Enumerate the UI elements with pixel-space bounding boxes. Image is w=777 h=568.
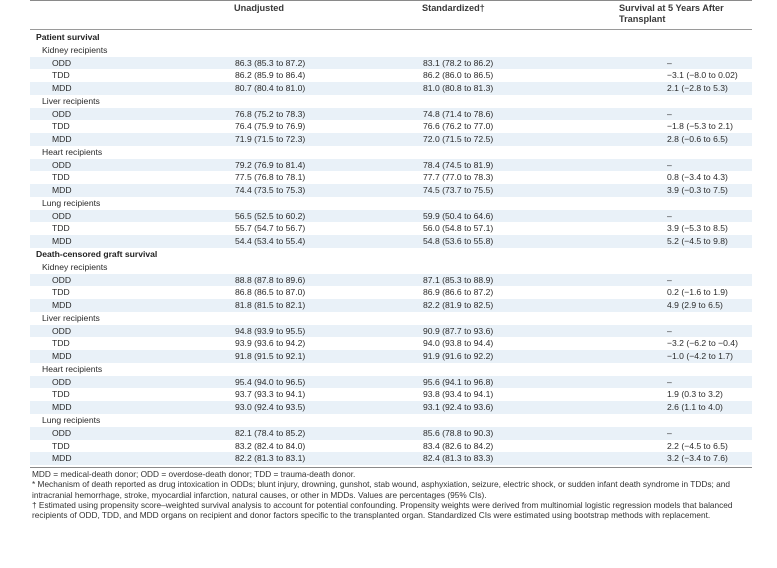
table-row (30, 171, 752, 184)
row-label: ODD (52, 274, 72, 285)
row-label: ODD (52, 108, 72, 119)
footnote-dagger: † Estimated using propensity score–weighted survival analysis to account for potential confounding. Propensity weights were derived from multinomial logistic regression models that balanced recipients of ODD, TDD, and MDD organs on recipient and donor factors specific to the transplanted organ. Standardized CIs were estimated using bootstrap methods with replacement. (32, 499, 733, 521)
standardized-cell: 74.5 (73.7 to 75.5) (423, 185, 494, 196)
row-label: TDD (52, 172, 70, 183)
unadjusted-cell: 82.2 (81.3 to 83.1) (235, 453, 306, 464)
row-label: Death-censored graft survival (36, 249, 158, 260)
standardized-cell: 72.0 (71.5 to 72.5) (423, 134, 494, 145)
unadjusted-cell: 71.9 (71.5 to 72.3) (235, 134, 306, 145)
unadjusted-cell: 83.2 (82.4 to 84.0) (235, 440, 306, 451)
standardized-cell: 82.4 (81.3 to 83.3) (423, 453, 494, 464)
row-label: TDD (52, 223, 70, 234)
row-label: TDD (52, 121, 70, 132)
row-label: Patient survival (36, 32, 100, 42)
difference-cell: – (667, 376, 672, 387)
table-row (30, 235, 752, 248)
standardized-cell: 74.8 (71.4 to 78.6) (423, 108, 494, 119)
standardized-cell: 87.1 (85.3 to 88.9) (423, 274, 494, 285)
table-row (30, 299, 752, 312)
row-label: Heart recipients (42, 363, 103, 374)
table-row (30, 108, 752, 121)
row-label: MDD (52, 185, 72, 196)
unadjusted-cell: 95.4 (94.0 to 96.5) (235, 376, 306, 387)
bottom-rule (30, 467, 752, 468)
table-row (30, 159, 752, 172)
standardized-cell: 90.9 (87.7 to 93.6) (423, 325, 494, 336)
standardized-cell: 83.1 (78.2 to 86.2) (423, 57, 494, 68)
unadjusted-cell: 74.4 (73.5 to 75.3) (235, 185, 306, 196)
row-label: MDD (52, 453, 72, 464)
difference-cell: – (667, 57, 672, 68)
difference-cell: – (667, 427, 672, 438)
table-header (30, 0, 752, 30)
unadjusted-cell: 93.9 (93.6 to 94.2) (235, 338, 306, 349)
difference-cell: – (667, 159, 672, 170)
unadjusted-cell: 54.4 (53.4 to 55.4) (235, 236, 306, 247)
standardized-cell: 78.4 (74.5 to 81.9) (423, 159, 494, 170)
row-label: TDD (52, 70, 70, 81)
table-row (30, 274, 752, 287)
standardized-cell: 54.8 (53.6 to 55.8) (423, 236, 494, 247)
header-survival-difference: Survival at 5 Years After Transplant (619, 3, 724, 24)
difference-cell: 2.6 (1.1 to 4.0) (667, 402, 723, 413)
standardized-cell: 85.6 (78.8 to 90.3) (423, 427, 494, 438)
table-row (30, 427, 752, 440)
table-row (30, 184, 752, 197)
standardized-cell: 94.0 (93.8 to 94.4) (423, 338, 494, 349)
table-notes (32, 469, 752, 520)
difference-cell: 3.9 (−0.3 to 7.5) (667, 185, 728, 196)
section-row (30, 248, 752, 261)
row-label: MDD (52, 134, 72, 145)
standardized-cell: 93.8 (93.4 to 94.1) (423, 389, 494, 400)
difference-cell: – (667, 108, 672, 119)
standardized-cell: 77.7 (77.0 to 78.3) (423, 172, 494, 183)
unadjusted-cell: 77.5 (76.8 to 78.1) (235, 172, 306, 183)
difference-cell: – (667, 274, 672, 285)
header-unadjusted: Unadjusted (234, 3, 285, 13)
difference-cell: 1.9 (0.3 to 3.2) (667, 389, 723, 400)
table-row (30, 210, 752, 223)
unadjusted-cell: 86.8 (86.5 to 87.0) (235, 287, 306, 298)
difference-cell: 2.1 (−2.8 to 5.3) (667, 83, 728, 94)
standardized-cell: 81.0 (80.8 to 81.3) (423, 83, 494, 94)
unadjusted-cell: 94.8 (93.9 to 95.5) (235, 325, 306, 336)
table-row (30, 401, 752, 414)
row-label: Liver recipients (42, 95, 100, 106)
difference-cell: −1.8 (−5.3 to 2.1) (667, 121, 733, 132)
difference-cell: – (667, 210, 672, 221)
row-label: MDD (52, 351, 72, 362)
unadjusted-cell: 55.7 (54.7 to 56.7) (235, 223, 306, 234)
unadjusted-cell: 76.8 (75.2 to 78.3) (235, 108, 306, 119)
group-row (30, 44, 752, 57)
standardized-cell: 59.9 (50.4 to 64.6) (423, 210, 494, 221)
standardized-cell: 93.1 (92.4 to 93.6) (423, 402, 494, 413)
difference-cell: 5.2 (−4.5 to 9.8) (667, 236, 728, 247)
unadjusted-cell: 81.8 (81.5 to 82.1) (235, 300, 306, 311)
group-row (30, 363, 752, 376)
difference-cell: 3.2 (−3.4 to 7.6) (667, 453, 728, 464)
row-label: ODD (52, 427, 72, 438)
standardized-cell: 86.2 (86.0 to 86.5) (423, 70, 494, 81)
difference-cell: 2.8 (−0.6 to 6.5) (667, 134, 728, 145)
row-label: ODD (52, 325, 72, 336)
row-label: TDD (52, 287, 70, 298)
row-label: TDD (52, 440, 70, 451)
standardized-cell: 56.0 (54.8 to 57.1) (423, 223, 494, 234)
unadjusted-cell: 76.4 (75.9 to 76.9) (235, 121, 306, 132)
row-label: ODD (52, 159, 72, 170)
group-row (30, 197, 752, 210)
row-label: Liver recipients (42, 312, 100, 323)
table-row (30, 133, 752, 146)
row-label: MDD (52, 83, 72, 94)
standardized-cell: 76.6 (76.2 to 77.0) (423, 121, 494, 132)
group-row (30, 414, 752, 427)
table-row (30, 82, 752, 95)
unadjusted-cell: 88.8 (87.8 to 89.6) (235, 274, 306, 285)
unadjusted-cell: 93.0 (92.4 to 93.5) (235, 402, 306, 413)
unadjusted-cell: 91.8 (91.5 to 92.1) (235, 351, 306, 362)
section-row (30, 31, 752, 44)
table-row (30, 376, 752, 389)
difference-cell: 0.8 (−3.4 to 4.3) (667, 172, 728, 183)
table-row (30, 440, 752, 453)
row-label: ODD (52, 57, 72, 68)
table-row (30, 337, 752, 350)
difference-cell: 0.2 (−1.6 to 1.9) (667, 287, 728, 298)
difference-cell: −3.1 (−8.0 to 0.02) (667, 70, 738, 81)
standardized-cell: 83.4 (82.6 to 84.2) (423, 440, 494, 451)
difference-cell: −3.2 (−6.2 to −0.4) (667, 338, 738, 349)
table-row (30, 350, 752, 363)
difference-cell: 4.9 (2.9 to 6.5) (667, 300, 723, 311)
difference-cell: – (667, 325, 672, 336)
abbreviations-note: MDD = medical-death donor; ODD = overdose-death donor; TDD = trauma-death donor. (32, 469, 356, 479)
table-row (30, 286, 752, 299)
row-label: Kidney recipients (42, 261, 108, 272)
header-standardized: Standardized† (422, 3, 485, 13)
table-body (30, 31, 752, 465)
table-row (30, 222, 752, 235)
unadjusted-cell: 79.2 (76.9 to 81.4) (235, 159, 306, 170)
row-label: Lung recipients (42, 197, 101, 208)
row-label: TDD (52, 389, 70, 400)
standardized-cell: 82.2 (81.9 to 82.5) (423, 300, 494, 311)
unadjusted-cell: 82.1 (78.4 to 85.2) (235, 427, 306, 438)
table-row (30, 452, 752, 465)
header-rule (30, 29, 752, 30)
row-label: ODD (52, 376, 72, 387)
row-label: ODD (52, 210, 72, 221)
group-row (30, 95, 752, 108)
group-row (30, 146, 752, 159)
row-label: MDD (52, 402, 72, 413)
table-row (30, 57, 752, 70)
difference-cell: 3.9 (−5.3 to 8.5) (667, 223, 728, 234)
row-label: MDD (52, 236, 72, 247)
row-label: Kidney recipients (42, 44, 108, 55)
table-row (30, 120, 752, 133)
standardized-cell: 95.6 (94.1 to 96.8) (423, 376, 494, 387)
unadjusted-cell: 93.7 (93.3 to 94.1) (235, 389, 306, 400)
difference-cell: −1.0 (−4.2 to 1.7) (667, 351, 733, 362)
row-label: Heart recipients (42, 146, 103, 157)
table-row (30, 69, 752, 82)
row-label: TDD (52, 338, 70, 349)
unadjusted-cell: 80.7 (80.4 to 81.0) (235, 83, 306, 94)
table-row (30, 325, 752, 338)
unadjusted-cell: 86.2 (85.9 to 86.4) (235, 70, 306, 81)
unadjusted-cell: 56.5 (52.5 to 60.2) (235, 210, 306, 221)
footnote-star: * Mechanism of death reported as drug intoxication in ODDs; blunt injury, drowning, gunshot, stab wound, asphyxiation, seizure, electric shock, or sudden infant death syndrome in TDDs; and intracranial hemorrhage, stroke, myocardial infarction, natural causes, or other in MDDs. Values are percentages (95% CIs). (32, 479, 730, 500)
difference-cell: 2.2 (−4.5 to 6.5) (667, 440, 728, 451)
group-row (30, 261, 752, 274)
group-row (30, 312, 752, 325)
unadjusted-cell: 86.3 (85.3 to 87.2) (235, 57, 306, 68)
row-label: Lung recipients (42, 414, 101, 425)
table-row (30, 388, 752, 401)
standardized-cell: 86.9 (86.6 to 87.2) (423, 287, 494, 298)
standardized-cell: 91.9 (91.6 to 92.2) (423, 351, 494, 362)
row-label: MDD (52, 300, 72, 311)
